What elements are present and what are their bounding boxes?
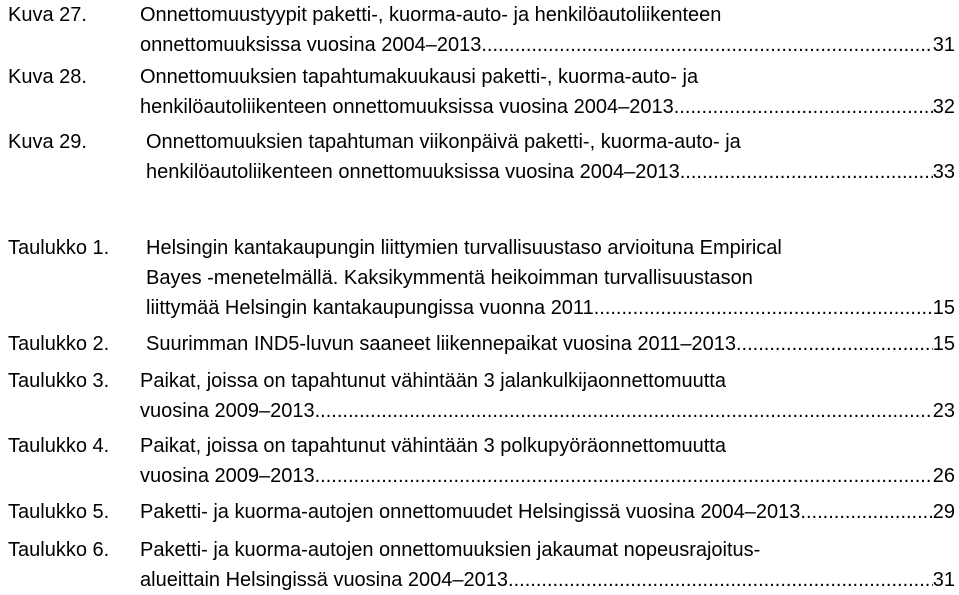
entry-text bbox=[146, 233, 955, 323]
dot-leader bbox=[508, 565, 933, 595]
entry-title-line: henkilöautoliikenteen onnettomuuksissa vuosina 2004–2013 bbox=[146, 161, 680, 183]
entry-title-line: Bayes -menetelmällä. Kaksikymmentä heikoimman turvallisuustason bbox=[146, 267, 753, 289]
entry-text bbox=[140, 431, 955, 491]
page-number: 23 bbox=[932, 400, 955, 422]
page-number: 33 bbox=[932, 161, 955, 183]
entry-text bbox=[140, 535, 955, 595]
entry-last-line bbox=[146, 293, 955, 323]
entry-last-line bbox=[140, 396, 955, 426]
entry-text bbox=[146, 127, 955, 187]
page-number: 29 bbox=[932, 501, 955, 523]
entry-label: Taulukko 3. bbox=[8, 370, 110, 392]
entry-title-line: Onnettomuuksien tapahtuman viikonpäivä paketti-, kuorma-auto- ja bbox=[146, 131, 741, 153]
entry-last-line bbox=[140, 92, 955, 122]
dot-leader bbox=[594, 293, 933, 323]
dot-leader bbox=[481, 30, 932, 60]
dot-leader bbox=[800, 497, 932, 527]
entry-text bbox=[146, 329, 955, 359]
entry-last-line bbox=[140, 565, 955, 595]
entry-last-line bbox=[140, 30, 955, 60]
entry-text bbox=[140, 497, 955, 527]
entry-title-line: Paikat, joissa on tapahtunut vähintään 3 polkupyöräonnettomuutta bbox=[140, 435, 726, 457]
dot-leader bbox=[736, 329, 933, 359]
entry-label: Kuva 27. bbox=[8, 4, 87, 26]
entry-title-line: alueittain Helsingissä vuosina 2004–2013 bbox=[140, 569, 509, 591]
entry-title-line: vuosina 2009–2013 bbox=[140, 465, 315, 487]
entry-label: Taulukko 2. bbox=[8, 333, 110, 355]
entry-title-line: Suurimman IND5-luvun saaneet liikennepaikat vuosina 2011–2013 bbox=[146, 333, 736, 355]
dot-leader bbox=[674, 92, 933, 122]
entry-label: Taulukko 6. bbox=[8, 539, 110, 561]
dot-leader bbox=[680, 157, 933, 187]
entry-text bbox=[140, 0, 955, 60]
entry-title-line: Onnettomuuksien tapahtumakuukausi paketti-, kuorma-auto- ja bbox=[140, 66, 699, 88]
entry-text bbox=[140, 62, 955, 122]
entry-title-line: Paketti- ja kuorma-autojen onnettomuudet Helsingissä vuosina 2004–2013 bbox=[140, 501, 801, 523]
entry-last-line bbox=[140, 497, 955, 527]
entry-title-line: liittymää Helsingin kantakaupungissa vuonna 2011 bbox=[146, 297, 594, 319]
entry-label: Kuva 28. bbox=[8, 66, 87, 88]
entry-label: Taulukko 5. bbox=[8, 501, 110, 523]
entry-last-line bbox=[140, 461, 955, 491]
entry-text bbox=[140, 366, 955, 426]
entry-last-line bbox=[146, 157, 955, 187]
entry-title-line: onnettomuuksissa vuosina 2004–2013 bbox=[140, 34, 482, 56]
entry-label: Taulukko 4. bbox=[8, 435, 110, 457]
entry-title-line: Onnettomuustyypit paketti-, kuorma-auto- ja henkilöautoliikenteen bbox=[140, 4, 722, 26]
entry-title-line: vuosina 2009–2013 bbox=[140, 400, 315, 422]
entry-label: Taulukko 1. bbox=[8, 237, 110, 259]
entry-title-line: henkilöautoliikenteen onnettomuuksissa vuosina 2004–2013 bbox=[140, 96, 674, 118]
dot-leader bbox=[315, 461, 933, 491]
entry-title-line: Paikat, joissa on tapahtunut vähintään 3 jalankulkijaonnettomuutta bbox=[140, 370, 726, 392]
entry-last-line bbox=[146, 329, 955, 359]
page-number: 15 bbox=[932, 297, 955, 319]
page-number: 31 bbox=[932, 34, 955, 56]
page-number: 32 bbox=[932, 96, 955, 118]
page-number: 26 bbox=[932, 465, 955, 487]
page-number: 31 bbox=[932, 569, 955, 591]
entry-title-line: Helsingin kantakaupungin liittymien turvallisuustaso arvioituna Empirical bbox=[146, 237, 782, 259]
entry-title-line: Paketti- ja kuorma-autojen onnettomuuksien jakaumat nopeusrajoitus- bbox=[140, 539, 761, 561]
dot-leader bbox=[315, 396, 933, 426]
page-number: 15 bbox=[932, 333, 955, 355]
entry-label: Kuva 29. bbox=[8, 131, 87, 153]
